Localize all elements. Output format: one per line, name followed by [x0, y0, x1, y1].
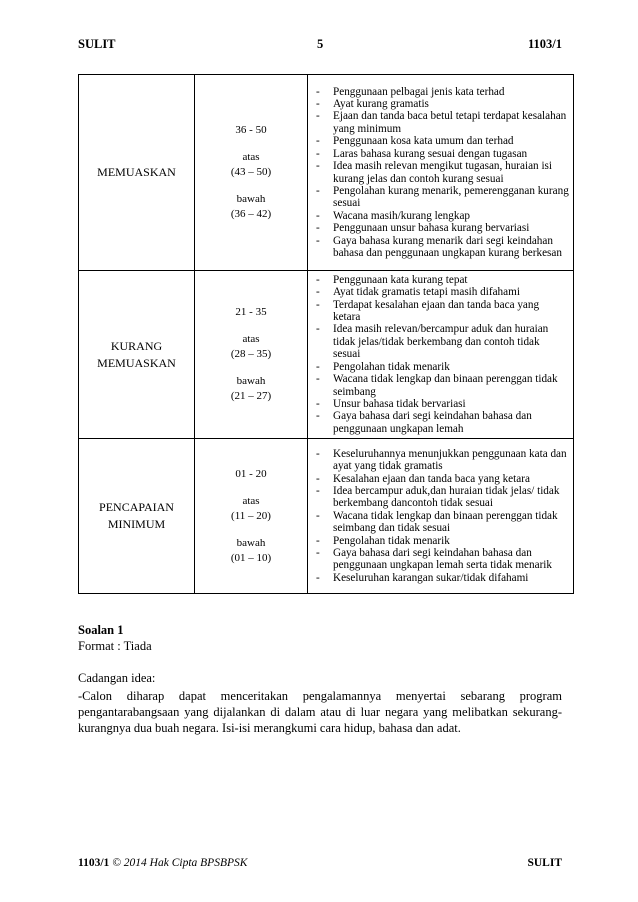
score-range-cell	[195, 75, 308, 271]
criteria-list	[316, 448, 569, 584]
criteria-item: - Ayat tidak gramatis tetapi masih difahami	[316, 286, 569, 298]
header-classification: SULIT	[78, 37, 116, 51]
criteria-item: - Kesalahan ejaan dan tanda baca yang ketara	[316, 473, 569, 485]
criteria-list	[316, 274, 569, 435]
criteria-item: - Idea bercampur aduk,dan huraian tidak jelas/ tidak berkembang dancontoh tidak sesuai	[316, 485, 569, 510]
upper-range: (28 – 35)	[230, 348, 272, 360]
upper-label: atas	[242, 333, 260, 345]
upper-range: (43 – 50)	[230, 166, 272, 178]
criteria-item: - Gaya bahasa dari segi keindahan bahasa dan penggunaan ungkapan lemah	[316, 410, 569, 435]
rubric-row	[79, 75, 574, 271]
spacer	[196, 362, 306, 374]
upper-label: atas	[242, 151, 260, 163]
upper-range: (11 – 20)	[231, 509, 271, 522]
spacer	[196, 180, 306, 192]
criteria-cell	[308, 439, 574, 594]
criteria-item: - Wacana tidak lengkap dan binaan perenggan tidak seimbang dan tidak sesuai	[316, 510, 569, 535]
lower-range: (36 – 42)	[230, 208, 272, 220]
criteria-item: - Idea masih relevan mengikut tugasan, huraian isi kurang jelas dan contoh kurang sesuai	[316, 160, 569, 185]
criteria-item: - Gaya bahasa kurang menarik dari segi keindahan bahasa dan penggunaan ungkapan kurang berkesan	[316, 235, 569, 260]
criteria-item: - Gaya bahasa dari segi keindahan bahasa dan penggunaan ungkapan lemah serta tidak menarik	[316, 547, 569, 572]
band-label: KURANG MEMUASKAN	[79, 271, 195, 439]
criteria-cell	[308, 271, 574, 439]
footer-copyright: © 2014 Hak Cipta BPSBPSK	[109, 857, 248, 869]
criteria-item: - Keseluruhannya menunjukkan penggunaan kata dan ayat yang tidak gramatis	[316, 448, 569, 473]
question-section	[78, 622, 562, 736]
page-header	[78, 37, 562, 53]
criteria-item: - Penggunaan kata kurang tepat	[316, 274, 569, 286]
criteria-item: - Penggunaan pelbagai jenis kata terhad	[316, 86, 569, 98]
question-title: Soalan 1	[78, 623, 124, 637]
criteria-item: - Ayat kurang gramatis	[316, 98, 569, 110]
criteria-item: - Idea masih relevan/bercampur aduk dan huraian tidak jelas/tidak berkembang dan contoh tidak sesuai	[316, 323, 569, 360]
spacer	[196, 138, 306, 150]
idea-text: -Calon diharap dapat menceritakan pengalamannya menyertai sebarang program pengantarabangsaan yang dijalankan di dalam atau di luar negara yang melibatkan sekurang-kurangnya dua buah negara. Isi-isi merangkumi cara hidup, bahasa dan adat.	[78, 689, 562, 735]
criteria-item: - Penggunaan kosa kata umum dan terhad	[316, 135, 569, 147]
footer-paper-code: 1103/1	[78, 857, 110, 869]
criteria-item: - Pengolahan tidak menarik	[316, 361, 569, 373]
band-label: MEMUASKAN	[79, 75, 195, 271]
spacer	[196, 524, 306, 536]
criteria-list	[316, 86, 569, 260]
page-footer	[78, 857, 562, 873]
criteria-item: - Keseluruhan karangan sukar/tidak difahami	[316, 572, 569, 584]
band-label: PENCAPAIAN MINIMUM	[79, 439, 195, 594]
criteria-item: - Pengolahan tidak menarik	[316, 535, 569, 547]
score-range-cell	[195, 439, 308, 594]
header-page-number: 5	[317, 37, 324, 51]
lower-range: (01 – 10)	[230, 551, 272, 564]
lower-range: (21 – 27)	[230, 390, 272, 402]
rubric-row	[79, 271, 574, 439]
rubric-row	[79, 439, 574, 594]
header-paper-code: 1103/1	[527, 37, 562, 51]
lower-label: bawah	[236, 375, 266, 387]
score-range: 21 - 35	[235, 306, 267, 318]
marking-rubric-table	[78, 74, 574, 594]
criteria-item: - Terdapat kesalahan ejaan dan tanda baca yang ketara	[316, 299, 569, 324]
criteria-item: - Unsur bahasa tidak bervariasi	[316, 398, 569, 410]
spacer	[196, 320, 306, 332]
idea-heading: Cadangan idea:	[78, 671, 156, 685]
question-format: Format : Tiada	[78, 639, 152, 653]
criteria-item: - Ejaan dan tanda baca betul tetapi terdapat kesalahan yang minimum	[316, 110, 569, 135]
criteria-cell	[308, 75, 574, 271]
score-range-cell	[195, 271, 308, 439]
score-range: 01 - 20	[235, 467, 267, 480]
criteria-item: - Wacana masih/kurang lengkap	[316, 210, 569, 222]
criteria-item: - Wacana tidak lengkap dan binaan perenggan tidak seimbang	[316, 373, 569, 398]
lower-label: bawah	[236, 536, 266, 549]
score-range: 36 - 50	[235, 124, 267, 136]
spacer	[196, 482, 306, 494]
footer-left	[78, 857, 247, 869]
footer-classification: SULIT	[527, 857, 562, 869]
criteria-item: - Pengolahan kurang menarik, pemerengganan kurang sesuai	[316, 185, 569, 210]
lower-label: bawah	[236, 193, 266, 205]
criteria-item: - Laras bahasa kurang sesuai dengan tugasan	[316, 148, 569, 160]
upper-label: atas	[242, 494, 260, 507]
criteria-item: - Penggunaan unsur bahasa kurang bervariasi	[316, 222, 569, 234]
